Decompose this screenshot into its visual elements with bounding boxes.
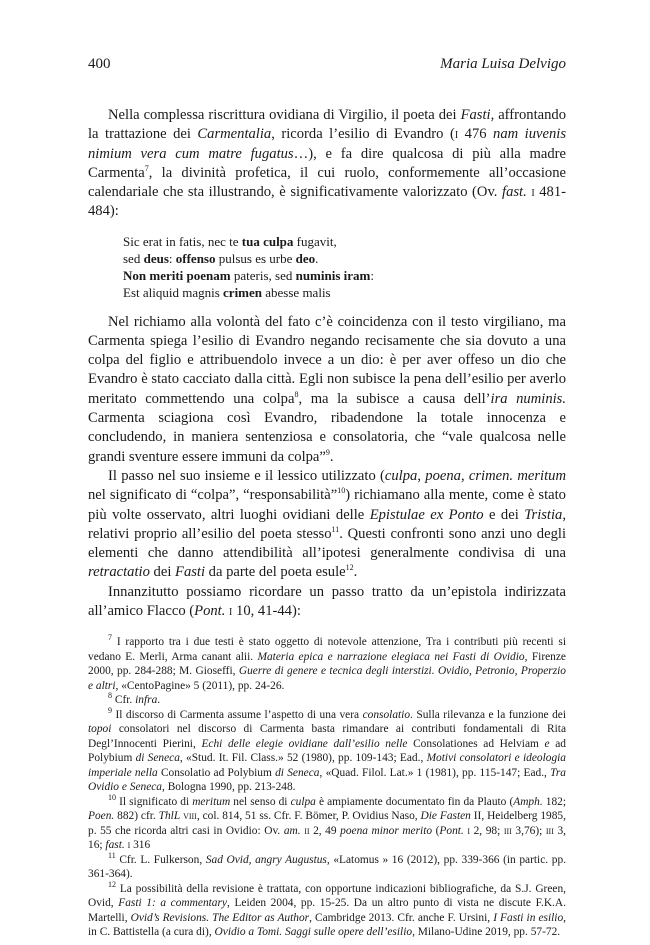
text: , col. 814, 51 ss. Cfr. F. Bömer, P. Ovidius Naso, — [196, 810, 421, 823]
book-numeral: i — [531, 184, 535, 201]
footnote-8 — [88, 693, 566, 708]
text: . — [329, 448, 334, 465]
text: ( — [432, 824, 440, 837]
italic-text: culpa — [384, 467, 418, 484]
paragraph-4 — [88, 583, 566, 622]
text: pulsus es urbe — [215, 250, 296, 266]
text: abesse malis — [262, 285, 331, 301]
text: da parte del poeta esule — [205, 564, 346, 581]
italic-text: culpa — [290, 795, 316, 808]
italic-text: Fasti — [460, 107, 491, 123]
verse-line-2 — [123, 250, 566, 267]
italic-text: ira numinis. — [490, 390, 567, 407]
bold-text: crimen — [223, 285, 263, 301]
text: 316 — [130, 839, 151, 852]
italic-text: Ovidio a Tomi. Saggi sulle opere dell’esilio — [214, 926, 413, 939]
italic-text: Sad Ovid, angry Augustus — [205, 853, 327, 866]
text: 2, 49 — [309, 824, 341, 837]
italic-text: infra — [135, 694, 158, 707]
italic-text: Die Fasten — [420, 810, 471, 823]
text: Il passo nel suo insieme e il lessico utilizzato ( — [108, 467, 385, 484]
text: , ma la subisce a causa dell’ — [298, 390, 491, 407]
footnote-12 — [88, 882, 566, 940]
italic-text: Pont. — [439, 824, 464, 837]
footnote-9 — [88, 708, 566, 795]
italic-text: Echi delle elegie ovidiane dall’esilio nelle — [201, 737, 408, 750]
text: è ampiamente documentato fin da Plauto ( — [315, 795, 514, 808]
italic-text: crimen. meritum — [468, 467, 566, 484]
text: , la divinità profetica, il cui ruolo, conformemente all’occasione calendariale che sta illustrando, è significativamente valorizzato (Ov. — [88, 164, 566, 201]
footnote-ref-11[interactable]: 11 — [331, 525, 340, 534]
italic-text: Motivi consolatori e ideologia imperiale nella — [88, 752, 566, 779]
text: . — [353, 564, 358, 581]
text: , — [460, 467, 469, 484]
text: II, Heidelberg 1985, p. 55 che ricorda altri casi in Ovidio: Ov. — [88, 810, 566, 837]
italic-text: Guerre di genere e tecnica degli interstizi. Ovidio, Petronio, Properzio e altri — [88, 665, 566, 692]
text: Il significato di — [116, 795, 193, 808]
text: , ricorda l’esilio di Evandro ( — [271, 126, 455, 143]
text: . — [315, 250, 319, 266]
text: 476 — [458, 126, 494, 143]
book-numeral: iii — [503, 824, 512, 837]
italic-text: Poen. — [88, 810, 115, 823]
text: , «Quad. Filol. Lat.» 1 (1981), pp. 115-147; Ead., — [319, 766, 551, 779]
italic-text: di Seneca — [135, 752, 180, 765]
text: Est aliquid magnis — [123, 285, 224, 301]
italic-text: am. — [283, 824, 301, 837]
footnote-number: 10 — [108, 793, 116, 803]
book-numeral: i — [454, 126, 459, 143]
text: . Questi confronti sono anzi uno degli elementi che danno attendibilità all’ipotesi generalmente condivisa di una — [88, 525, 566, 562]
text: …), e fa dire qualcosa di più alla madre Carmenta — [88, 145, 566, 181]
verse-quotation — [123, 233, 566, 302]
italic-text: topoi — [88, 723, 112, 736]
text: , in C. Battistella (a cura di), — [88, 911, 567, 939]
italic-text: poena minor merito — [340, 824, 433, 837]
text: Consolatio ad Polybium — [157, 766, 276, 779]
footnote-number: 7 — [108, 633, 112, 643]
bold-text: Non meriti poenam — [123, 268, 231, 284]
running-author: Maria Luisa Delvigo — [440, 56, 566, 72]
italic-text: I Fasti in esilio — [493, 911, 564, 924]
italic-text: retractatio — [88, 564, 150, 581]
text: consolatori nel discorso di Carmenta basta rimandare ai contributi fondamentali di Rita Degl’Innocenti Pierini, — [88, 723, 566, 750]
text: , Milano-Udine 2019, pp. 57-72. — [412, 926, 561, 939]
verse-line-3 — [123, 267, 566, 284]
text: . — [157, 694, 161, 707]
text: , Bologna 1990, pp. 213-248. — [162, 781, 296, 794]
footnote-number: 9 — [108, 706, 112, 716]
italic-text: poena — [425, 467, 461, 484]
text: Nella complessa riscrittura ovidiana di Virgilio, il poeta dei — [108, 107, 461, 123]
footnote-ref-7[interactable]: 7 — [144, 164, 149, 174]
verse-line-1 — [123, 233, 566, 250]
text: 182; — [542, 795, 567, 808]
footnote-ref-9[interactable]: 9 — [325, 447, 330, 457]
text: ) richiamano alla mente, come è stato più volte osservato, altri luoghi ovidiani delle — [88, 487, 566, 523]
italic-text: Carmentalia — [197, 126, 272, 143]
paragraph-3 — [88, 467, 566, 583]
text: , «CentoPagine» 5 (2011), pp. 24-26. — [115, 679, 285, 692]
text: Carmenta sciagiona così Evandro, ribadendone la totale innocenza e concludendo, in maniera sentenziosa e consolatoria, che “vale qualcosa nelle grandi sventure essere immuni da colpa” — [88, 410, 566, 465]
text: Il discorso di Carmenta assume l’aspetto di una vera — [112, 708, 363, 721]
text: sed — [123, 250, 144, 266]
paragraph-1 — [88, 106, 566, 222]
volume-numeral: viii — [183, 810, 197, 823]
page — [88, 56, 566, 940]
text: nel significato di “colpa”, “responsabilità” — [88, 487, 338, 504]
text: e dei — [483, 506, 525, 523]
text: , — [417, 467, 426, 484]
book-numeral: i — [467, 824, 471, 837]
italic-text: e — [544, 737, 550, 750]
text: , «Stud. It. Fil. Class.» 52 (1980), pp. 109-143; Ead., — [179, 752, 427, 765]
book-numeral: i — [127, 839, 131, 852]
italic-text: di Seneca — [275, 766, 320, 779]
text: 882) cfr. — [114, 810, 159, 823]
text: 3,76); — [511, 824, 546, 837]
footnote-7 — [88, 635, 566, 693]
text: , Cambridge 2013. Cfr. anche F. Ursini, — [309, 911, 494, 924]
text: pateris, sed — [230, 268, 296, 284]
text: 2, 98; — [470, 824, 504, 837]
text: Cfr. L. Fulkerson, — [115, 853, 206, 866]
italic-text: meritum — [192, 795, 231, 808]
text: 481-484): — [88, 184, 567, 220]
footnote-ref-8[interactable]: 8 — [294, 389, 299, 399]
italic-text: fast. — [502, 184, 527, 201]
footnotes — [88, 635, 566, 940]
text: nel senso di — [230, 795, 291, 808]
main-text — [88, 106, 566, 621]
text: Cfr. — [112, 694, 136, 707]
text: , affrontando la trattazione dei — [88, 107, 567, 143]
italic-text: Pont. — [194, 603, 226, 620]
footnote-11 — [88, 853, 566, 882]
text: : — [370, 268, 374, 284]
text: Sic erat in fatis, nec te — [123, 233, 242, 249]
text: , «Latomus » 16 (2012), pp. 339-366 (in partic. pp. 361-364). — [88, 853, 566, 881]
italic-text: Materia epica e narrazione elegiaca nei Fasti di Ovidio — [257, 650, 525, 663]
text: La possibilità della revisione è trattata, con opportune indicazioni bibliografiche, da S.J. Green, Ovid, — [88, 882, 566, 910]
italic-text: Tristia — [524, 506, 563, 523]
footnote-number: 8 — [108, 691, 112, 701]
bold-text: deo — [295, 250, 316, 266]
bold-text: deus — [143, 250, 169, 266]
text: , Leiden 2004, pp. 15-25. Da un altro punto di vista ne discute F.K.A. Martelli, — [88, 897, 566, 924]
verse-line-4 — [123, 284, 566, 301]
text: Consolationes ad Helviam — [407, 737, 545, 750]
bold-text: tua culpa — [241, 233, 294, 249]
text: Nel richiamo alla volontà del fato c’è coincidenza con il testo virgiliano, ma Carmenta spiega l’esilio di Evandro negando recisamente che sia dovuto a una colpa del figlio e attribuendolo invece a un dio: è per aver offeso un dio che Evandro è stato cacciato dalla città. Egli non subisce la pena dell’esilio per averlo meritato commettendo una colpa — [88, 313, 566, 407]
italic-text: Fasti 1: a commentary — [118, 897, 227, 910]
text: , Firenze 2000, pp. 284-288; M. Gioseffi, — [88, 650, 566, 678]
book-numeral: iii — [545, 824, 554, 837]
italic-text: Amph. — [513, 795, 543, 808]
text: dei — [149, 564, 176, 581]
text: fugavit, — [293, 233, 337, 249]
text: : — [168, 250, 176, 266]
italic-text: Tra Ovidio e Seneca — [88, 766, 567, 794]
footnote-ref-10[interactable]: 10 — [337, 486, 346, 496]
page-number: 400 — [88, 56, 111, 72]
footnote-number: 11 — [108, 851, 116, 861]
book-numeral: ii — [304, 824, 310, 837]
paragraph-2 — [88, 313, 566, 467]
footnote-number: 12 — [108, 880, 116, 890]
book-numeral: i — [229, 603, 233, 620]
italic-text: Ovid’s Revisions. The Editor as Author — [130, 911, 310, 924]
running-header — [88, 56, 566, 78]
italic-text: ThlL — [158, 810, 181, 823]
italic-text: consolatio — [362, 708, 411, 721]
italic-text: Fasti — [175, 564, 206, 581]
text: ad Polybium — [88, 737, 566, 765]
text: Innanzitutto possiamo ricordare un passo tratto da un’epistola indirizzata all’amico Flacco ( — [88, 583, 566, 620]
footnote-10 — [88, 795, 566, 853]
italic-text: nam iuvenis nimium vera cum matre fugatus — [88, 126, 566, 162]
bold-text: offenso — [175, 250, 216, 266]
text: , relativi proprio all’esilio del poeta stesso — [88, 506, 566, 542]
text: 10, 41-44): — [232, 603, 301, 620]
text: 3, 16; — [88, 824, 566, 852]
text: . Sulla rilevanza e la funzione dei — [410, 708, 566, 721]
bold-text: numinis iram — [295, 268, 371, 284]
italic-text: Epistulae ex Ponto — [369, 506, 484, 523]
text: I rapporto tra i due testi è stato oggetto di notevole attenzione, Tra i contributi più recenti si vedano E. Merli, Arma canant alii. — [88, 636, 566, 663]
italic-text: fast. — [105, 839, 125, 852]
footnote-ref-12[interactable]: 12 — [345, 563, 354, 573]
